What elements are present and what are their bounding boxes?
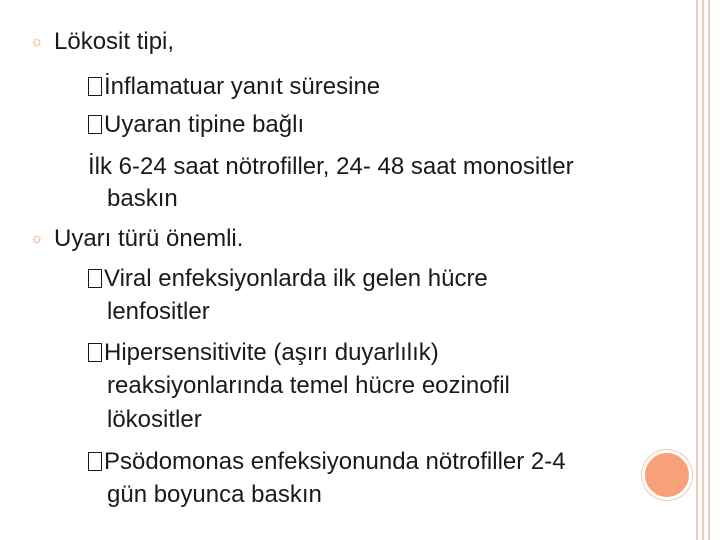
item-text: reaksiyonlarında temel hücre eozinofil bbox=[107, 372, 510, 399]
item-text: gün boyunca baskın bbox=[107, 481, 322, 508]
box-glyph-icon bbox=[88, 115, 102, 134]
box-glyph-icon bbox=[88, 452, 102, 471]
item-text: lökositler bbox=[107, 406, 202, 433]
item-text: Lökosit tipi, bbox=[54, 28, 175, 55]
item-text: Uyarı türü önemli. bbox=[54, 225, 244, 252]
sub-item bbox=[88, 110, 304, 140]
sub-item-continuation bbox=[107, 480, 322, 510]
sub-item bbox=[88, 447, 566, 477]
item-text: İlk 6-24 saat nötrofiller, 24- 48 saat monositler bbox=[88, 153, 574, 180]
item-text: Uyaran tipine bağlı bbox=[104, 111, 305, 138]
sub-item bbox=[88, 152, 574, 182]
sub-item bbox=[88, 338, 439, 368]
item-text: Hipersensitivite (aşırı duyarlılık) bbox=[104, 339, 439, 366]
item-text: Viral enfeksiyonlarda ilk gelen hücre bbox=[104, 265, 488, 292]
box-glyph-icon bbox=[88, 77, 102, 96]
decorative-circle bbox=[642, 450, 692, 500]
item-text: baskın bbox=[107, 185, 178, 212]
decorative-rule bbox=[708, 0, 710, 540]
sub-item bbox=[88, 264, 488, 294]
box-glyph-icon bbox=[88, 269, 102, 288]
bullet-icon: ☼ bbox=[30, 230, 44, 247]
item-text: İnflamatuar yanıt süresine bbox=[104, 73, 381, 100]
item-text: lenfositler bbox=[107, 298, 210, 325]
sub-item-continuation bbox=[107, 184, 178, 214]
item-text: Psödomonas enfeksiyonunda nötrofiller 2-4 bbox=[104, 448, 566, 475]
bullet-item bbox=[30, 27, 174, 57]
box-glyph-icon bbox=[88, 343, 102, 362]
decorative-rule bbox=[702, 0, 704, 540]
sub-item-continuation bbox=[107, 297, 210, 327]
sub-item-continuation bbox=[107, 405, 202, 435]
sub-item-continuation bbox=[107, 371, 510, 401]
bullet-item bbox=[30, 224, 243, 254]
sub-item bbox=[88, 72, 380, 102]
bullet-icon: ☼ bbox=[30, 33, 44, 50]
